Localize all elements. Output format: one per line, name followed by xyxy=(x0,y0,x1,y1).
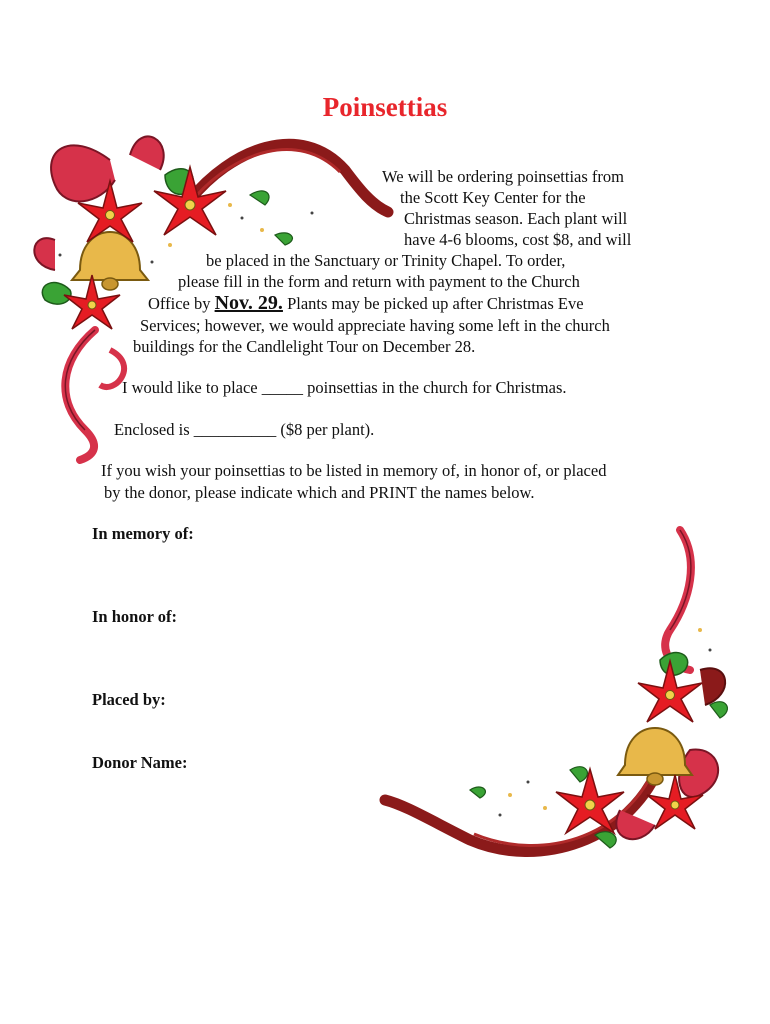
intro-line-2: the Scott Key Center for the xyxy=(400,188,586,207)
memory-instructions-line-1: If you wish your poinsettias to be listed in memory of, in honor of, or placed xyxy=(101,461,607,480)
donor-name-label: Donor Name: xyxy=(92,753,188,772)
memory-instructions-line-2: by the donor, please indicate which and PRINT the names below. xyxy=(104,483,535,502)
intro-line-6: please fill in the form and return with payment to the Church xyxy=(178,272,580,291)
intro-line-1: We will be ordering poinsettias from xyxy=(382,167,624,186)
intro-line-8: Services; however, we would appreciate having some left in the church xyxy=(140,316,610,335)
intro-line-3: Christmas season. Each plant will xyxy=(404,209,628,228)
poinsettia-ribbon-bell-top-left-icon xyxy=(0,0,400,460)
page-title: Poinsettias xyxy=(322,92,448,122)
placed-by-label: Placed by: xyxy=(92,690,166,709)
in-honor-label: In honor of: xyxy=(92,607,177,626)
intro-line-4: have 4-6 blooms, cost $8, and will xyxy=(404,230,632,249)
poinsettia-ribbon-bell-bottom-right-icon xyxy=(370,520,770,880)
intro-line-5: be placed in the Sanctuary or Trinity Chapel. To order, xyxy=(206,251,566,270)
enclosed-line: Enclosed is __________ ($8 per plant). xyxy=(114,420,375,439)
office-suffix: Plants may be picked up after Christmas Eve xyxy=(282,294,584,313)
intro-line-9: buildings for the Candlelight Tour on December 28. xyxy=(133,337,476,356)
place-order-line: I would like to place _____ poinsettias in the church for Christmas. xyxy=(122,378,567,397)
in-memory-label: In memory of: xyxy=(92,524,194,543)
due-date: Nov. 29. xyxy=(214,292,283,314)
office-prefix: Office by xyxy=(148,294,215,313)
